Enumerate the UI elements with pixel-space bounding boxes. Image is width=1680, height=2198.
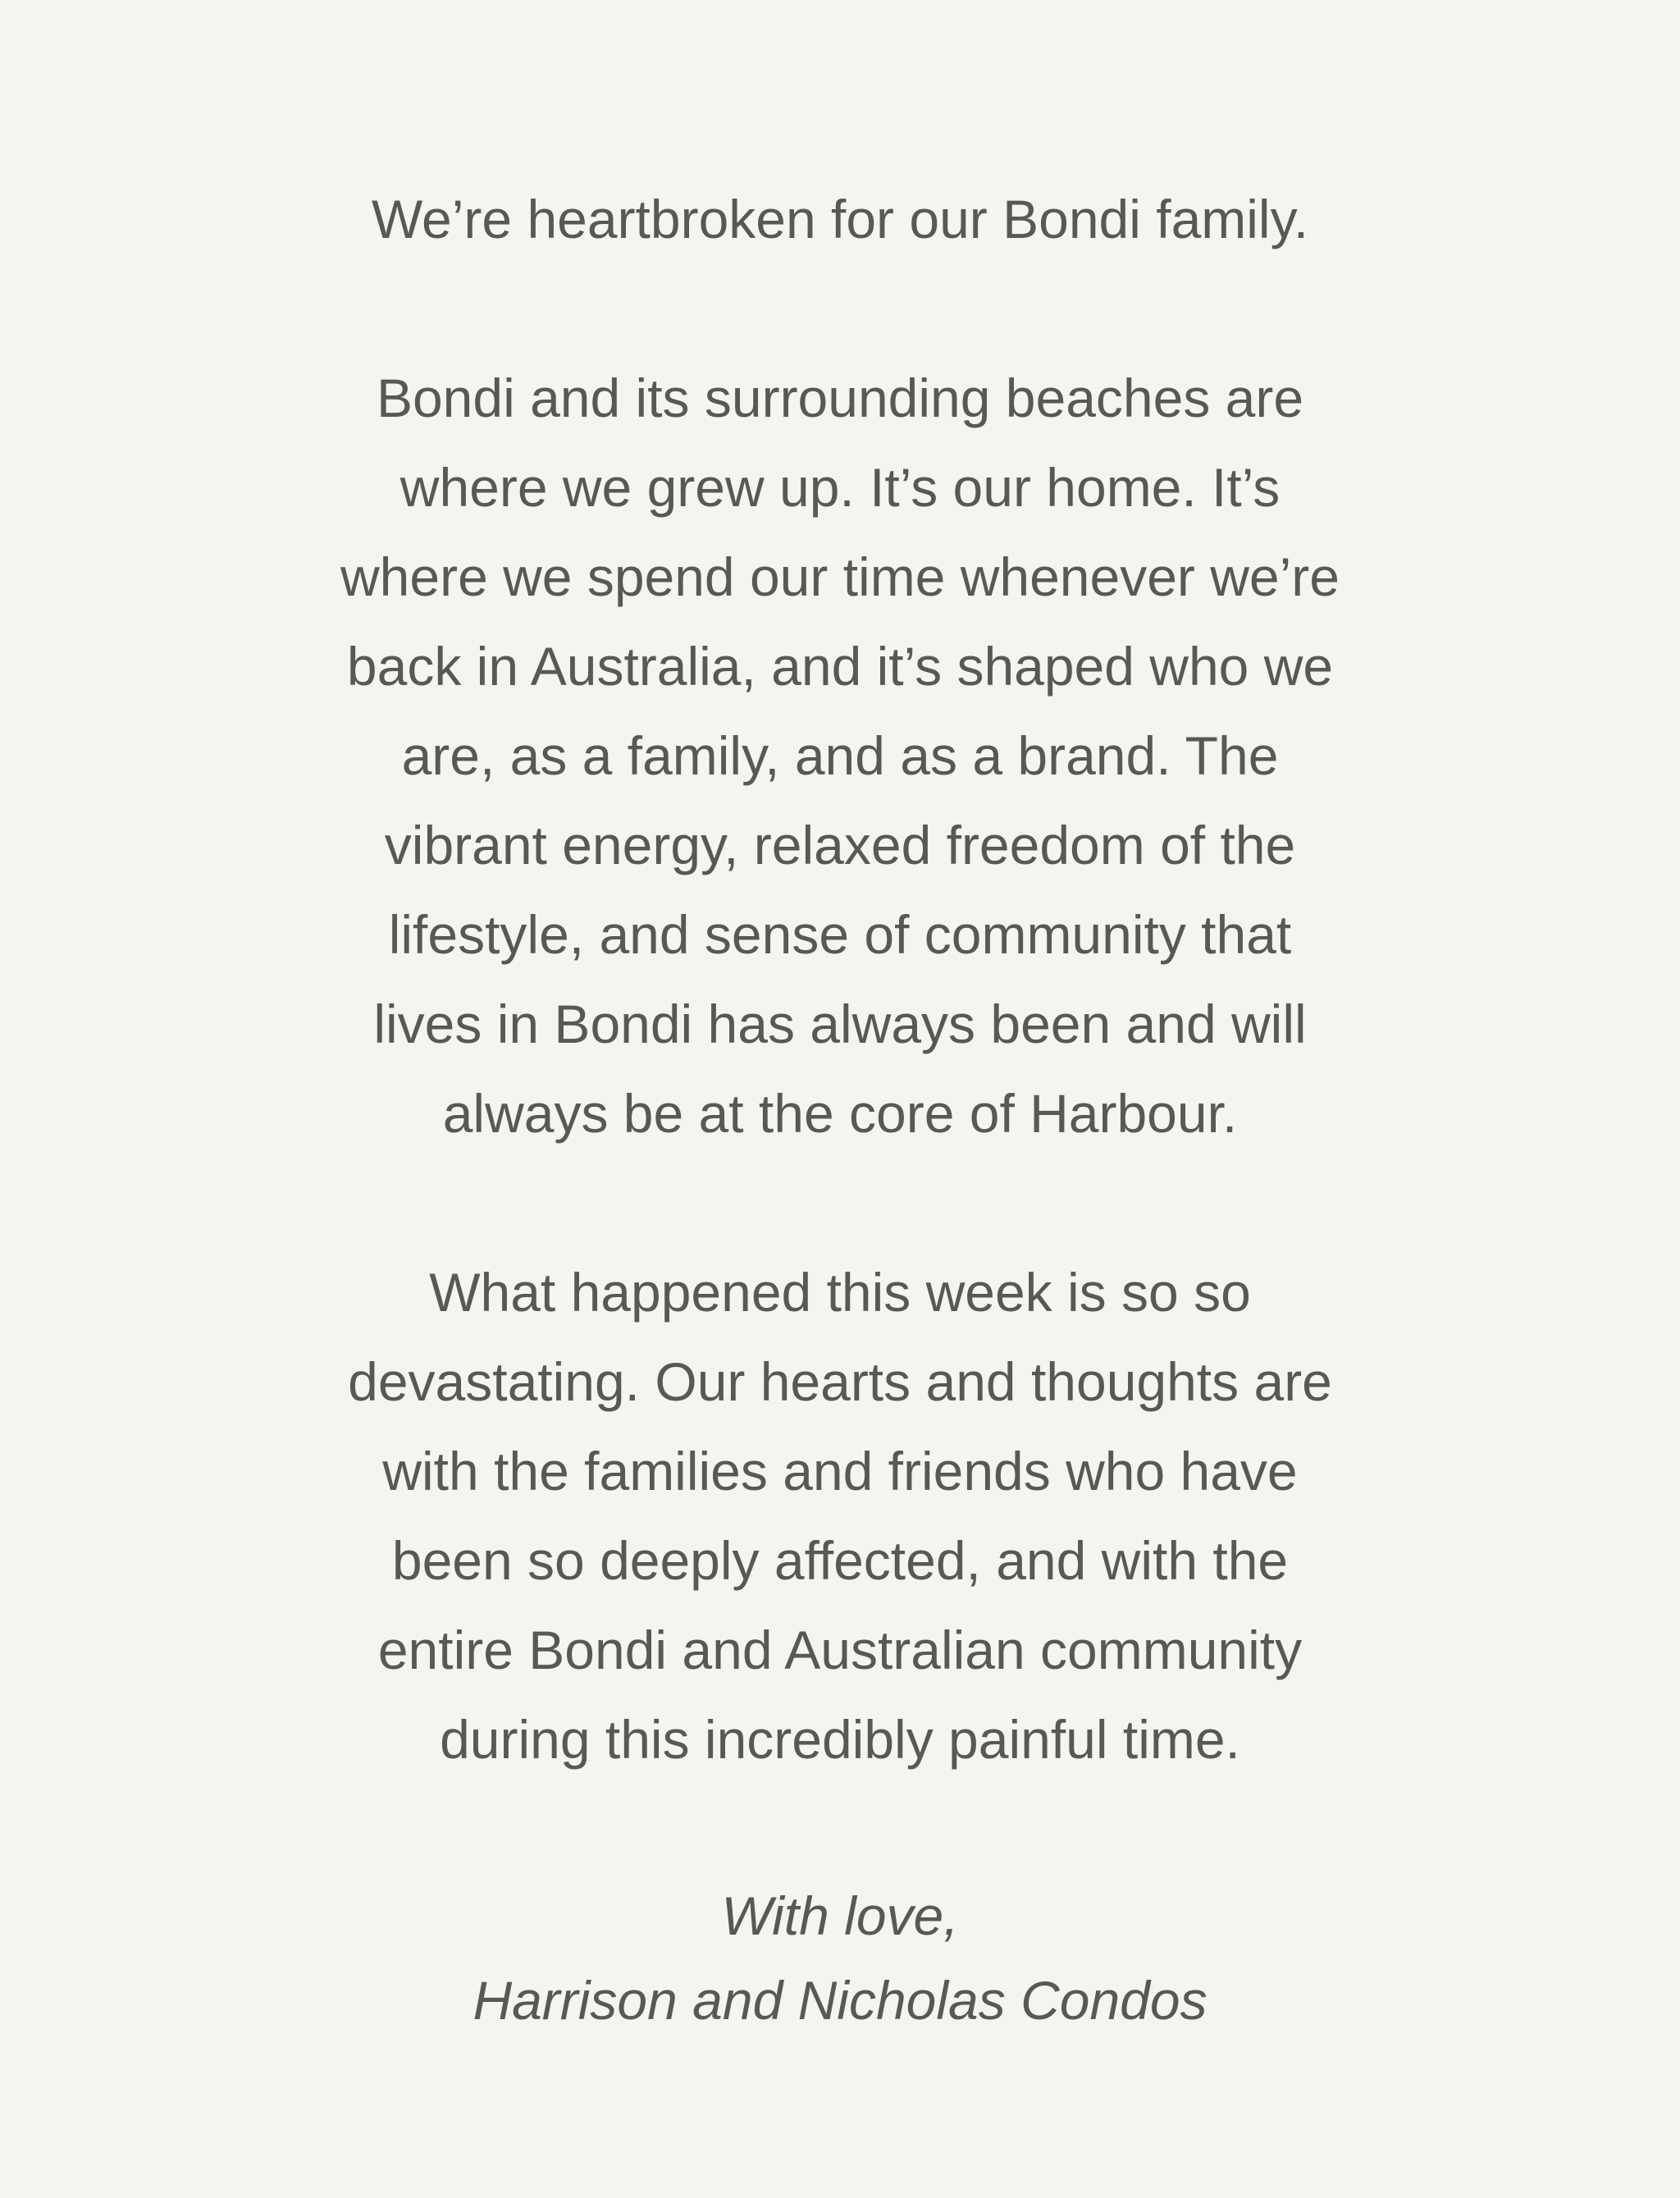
opening-line [184, 175, 1496, 264]
paragraph-condolences [184, 1248, 1496, 1784]
paragraph-line: where we grew up. It’s our home. It’s [399, 457, 1281, 518]
paragraph-line: entire Bondi and Australian community [377, 1620, 1303, 1680]
paragraph-bondi-home [184, 354, 1496, 1158]
paragraph-line: lifestyle, and sense of community that [388, 904, 1292, 965]
paragraph-line: during this incredibly painful time. [440, 1709, 1240, 1770]
signature-line: Harrison and Nicholas Condos [472, 1970, 1208, 2031]
paragraph-line: always be at the core of Harbour. [442, 1083, 1238, 1144]
paragraph-line: lives in Bondi has always been and will [373, 994, 1307, 1054]
paragraph-line: What happened this week is so so [429, 1262, 1251, 1323]
closing-line: With love, [721, 1885, 959, 1946]
paragraph-line: back in Australia, and it’s shaped who we [346, 636, 1334, 697]
paragraph-line: Bondi and its surrounding beaches are [376, 368, 1304, 428]
signoff [184, 1874, 1496, 2043]
paragraph-line: are, as a family, and as a brand. The [401, 725, 1279, 786]
opening-text: We’re heartbroken for our Bondi family. [371, 189, 1309, 249]
paragraph-line: where we spend our time whenever we’re [340, 546, 1340, 607]
paragraph-line: devastating. Our hearts and thoughts are [348, 1351, 1332, 1412]
paragraph-line: been so deeply affected, and with the [391, 1530, 1289, 1591]
paragraph-line: with the families and friends who have [382, 1441, 1298, 1501]
paragraph-line: vibrant energy, relaxed freedom of the [384, 815, 1296, 875]
